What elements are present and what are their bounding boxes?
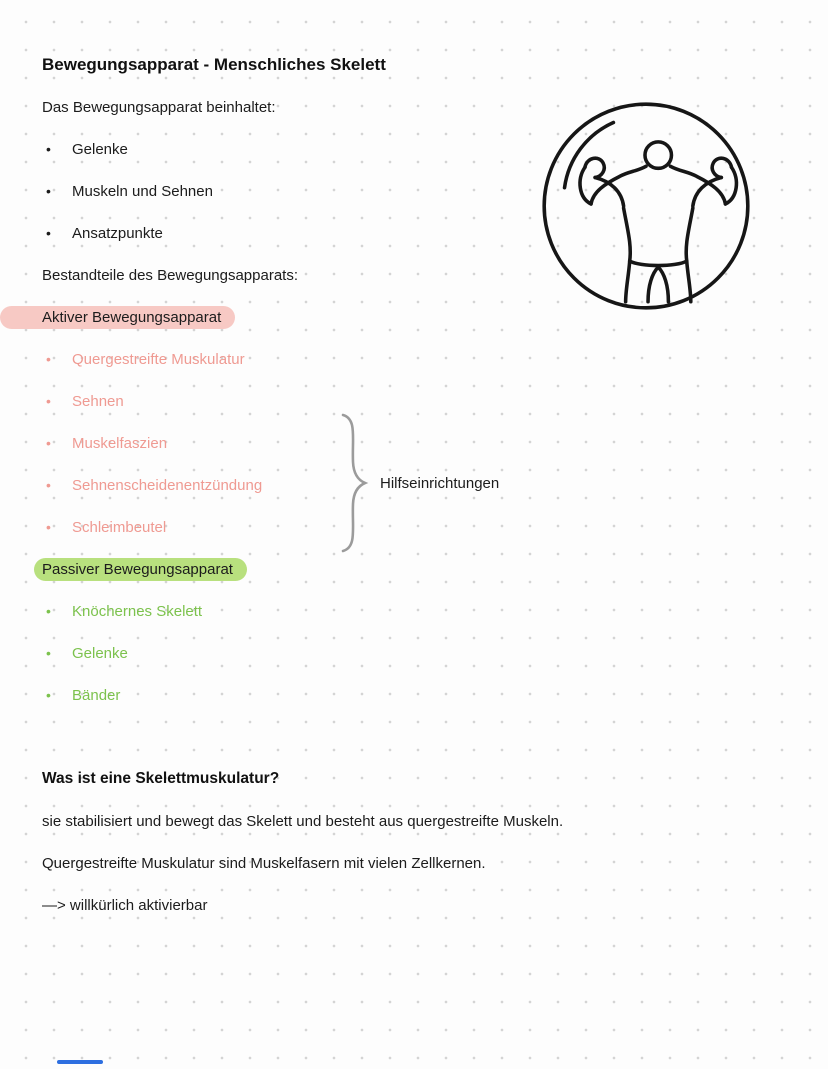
list-item-label: Gelenke [72,644,128,662]
passive-heading-highlight [34,558,247,581]
passive-heading: Passiver Bewegungsapparat [42,560,233,578]
active-heading-highlight [0,306,235,329]
list-item [0,590,828,632]
muscle-flex-icon [534,94,758,318]
list-item [0,632,828,674]
bullet-dot-icon: • [46,351,51,367]
bullet-dot-icon: • [46,183,51,199]
bullet-dot-icon: • [46,141,51,157]
bullet-dot-icon: • [46,687,51,703]
bullet-dot-icon: • [46,477,51,493]
body-text-line: Quergestreifte Muskulatur sind Muskelfasern mit vielen Zellkernen. [42,854,486,872]
components-heading: Bestandteile des Bewegungsapparats: [42,266,299,284]
page-title: Bewegungsapparat - Menschliches Skelett [42,55,386,74]
body-text-line: sie stabilisiert und bewegt das Skelett und besteht aus quergestreifte Muskeln. [42,812,564,830]
list-item-label: Sehnen [72,392,124,410]
brace-annotation [338,412,499,554]
intro-text: Das Bewegungsapparat beinhaltet: [42,98,276,116]
bullet-dot-icon: • [46,393,51,409]
list-item-label: Gelenke [72,140,128,158]
bullet-dot-icon: • [46,603,51,619]
list-item-label: Knöchernes Skelett [72,602,203,620]
question-heading: Was ist eine Skelettmuskulatur? [42,770,280,787]
list-item-label: Quergestreifte Muskulatur [72,350,245,368]
muscle-flex-icon [534,94,758,318]
list-item-label: Muskeln und Sehnen [72,182,213,200]
bullet-dot-icon: • [46,435,51,451]
list-item-label: Muskelfaszien [72,434,168,452]
list-item-label: Bänder [72,686,121,704]
bullet-dot-icon: • [46,225,51,241]
brace-label: Hilfseinrichtungen [380,474,500,492]
list-item [0,338,828,380]
list-item-label: Schleimbeutel [72,518,167,536]
bullet-dot-icon: • [46,645,51,661]
bullet-dot-icon: • [46,519,51,535]
active-heading: Aktiver Bewegungsapparat [42,308,222,326]
list-item-label: Sehnenscheidenentzündung [72,476,263,494]
arrow-note-line: —> willkürlich aktivierbar [42,896,208,914]
list-item-label: Ansatzpunkte [72,224,163,242]
blue-pen-mark [57,1060,103,1064]
list-item [0,674,828,716]
curly-brace-icon [338,412,370,554]
